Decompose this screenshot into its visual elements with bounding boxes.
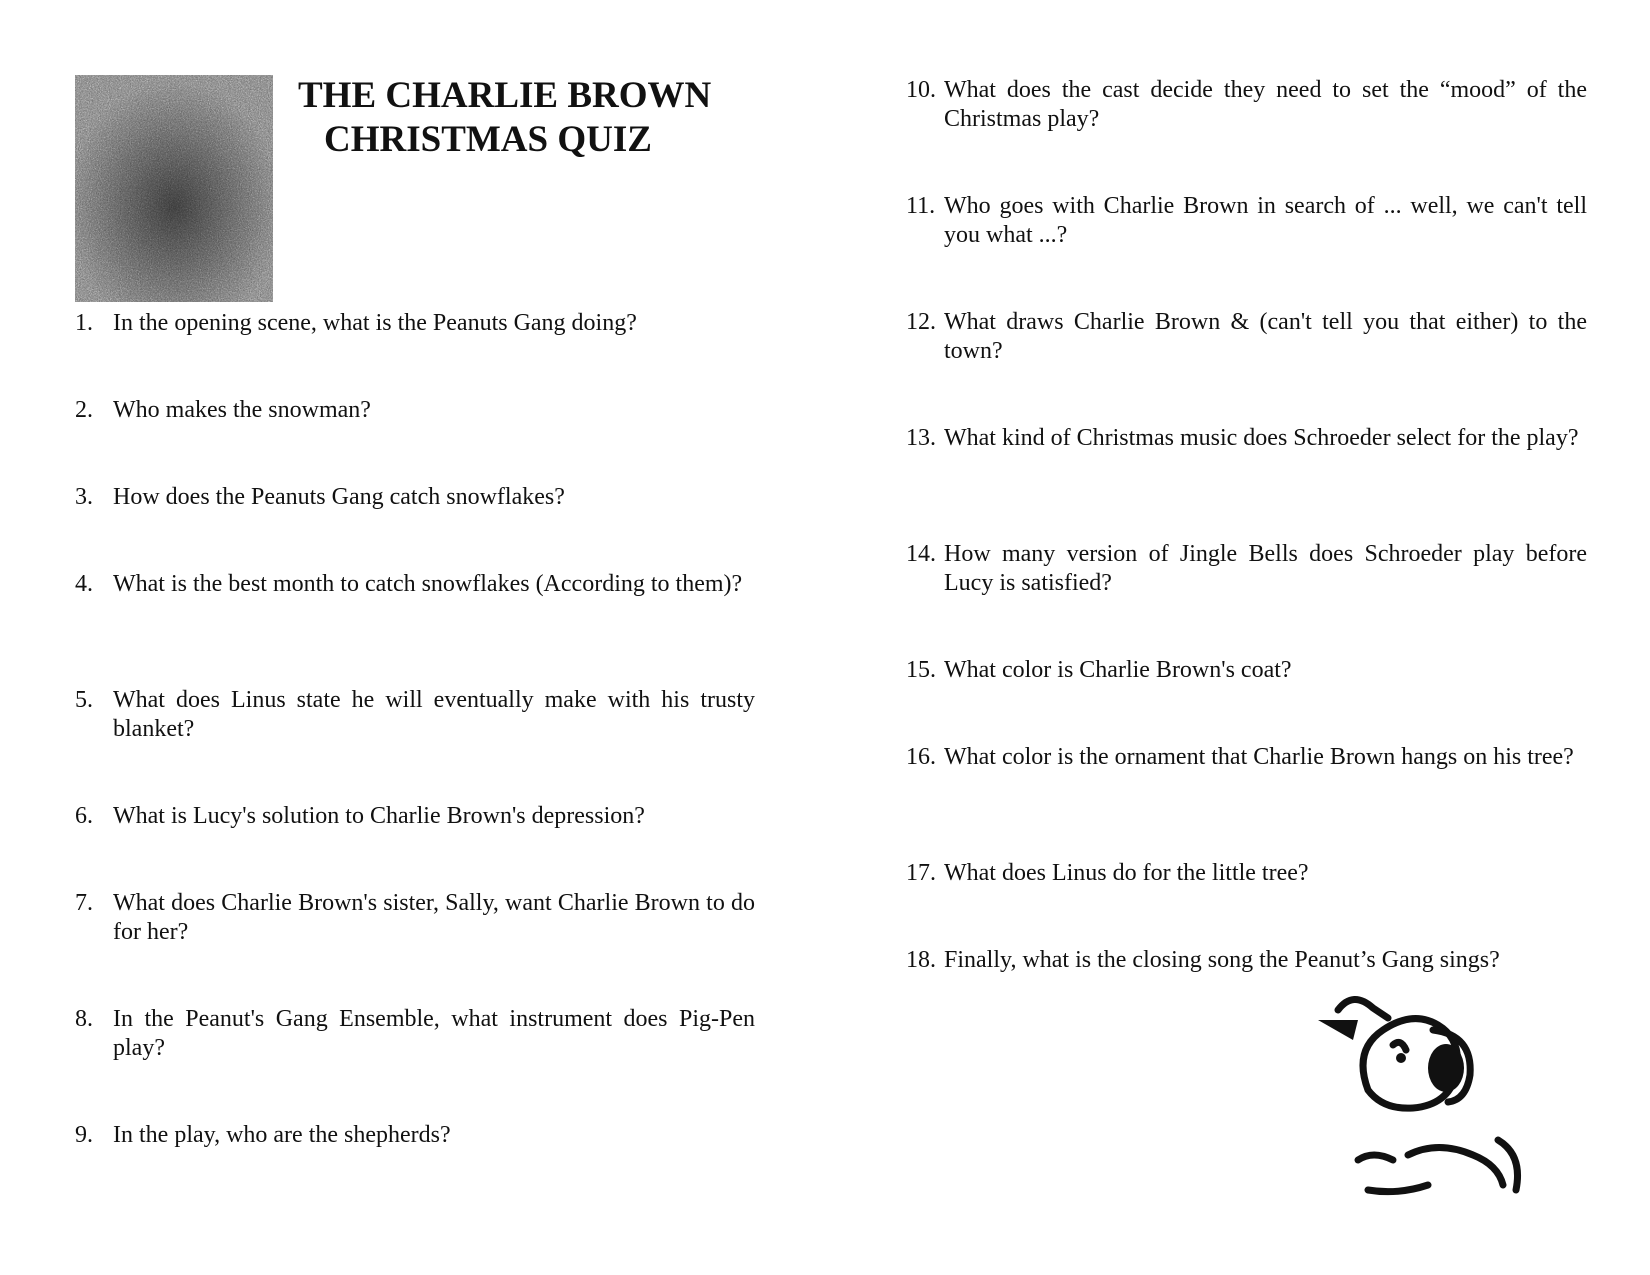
christmas-tree-photo <box>75 75 273 302</box>
question-number: 12. <box>906 309 936 335</box>
question-number: 11. <box>906 193 936 219</box>
question-text: Finally, what is the closing song the Peanut’s Gang sings? <box>944 947 1500 973</box>
question-number: 9. <box>75 1122 93 1148</box>
snoopy-arm-outline <box>1358 1155 1393 1160</box>
snoopy-body-outline <box>1408 1148 1503 1186</box>
title-line-1: THE CHARLIE BROWN <box>298 75 712 116</box>
snoopy-ear-fill <box>1428 1044 1464 1092</box>
question-number: 7. <box>75 890 93 916</box>
question-number: 13. <box>906 425 936 451</box>
snoopy-hat-fill <box>1318 1020 1358 1040</box>
question-text: What color is the ornament that Charlie Brown hangs on his tree? <box>944 744 1574 770</box>
question-text: What is the best month to catch snowflakes (According to them)? <box>113 571 743 597</box>
snoopy-hat-outline <box>1338 999 1388 1018</box>
quiz-title <box>290 74 740 162</box>
snoopy-eye-dot <box>1396 1053 1406 1063</box>
question-text: What color is Charlie Brown's coat? <box>944 657 1292 683</box>
question-9 <box>75 1121 755 1150</box>
question-text: What does Linus state he will eventually make with his trusty blanket? <box>113 687 755 742</box>
photo-noise-graphic <box>75 75 273 302</box>
question-text: What does Linus do for the little tree? <box>944 860 1309 886</box>
question-13 <box>906 424 1587 453</box>
question-text: In the play, who are the shepherds? <box>113 1122 451 1148</box>
question-text: How many version of Jingle Bells does Schroeder play before Lucy is satisfied? <box>944 541 1587 596</box>
question-text: What does Charlie Brown's sister, Sally, want Charlie Brown to do for her? <box>113 890 755 945</box>
question-number: 6. <box>75 803 93 829</box>
question-14 <box>906 540 1587 598</box>
snoopy-foot-outline <box>1368 1185 1428 1192</box>
question-7 <box>75 889 755 947</box>
question-16 <box>906 743 1587 772</box>
question-number: 3. <box>75 484 93 510</box>
question-2 <box>75 396 755 425</box>
question-number: 16. <box>906 744 936 770</box>
question-number: 17. <box>906 860 936 886</box>
question-text: What does the cast decide they need to set the “mood” of the Christmas play? <box>944 77 1587 132</box>
question-1 <box>75 309 755 338</box>
question-18 <box>906 946 1587 975</box>
question-number: 14. <box>906 541 936 567</box>
snoopy-illustration <box>1298 990 1538 1205</box>
question-17 <box>906 859 1587 888</box>
question-text: How does the Peanuts Gang catch snowflakes? <box>113 484 565 510</box>
question-text: Who makes the snowman? <box>113 397 371 423</box>
question-3 <box>75 483 755 512</box>
question-text: Who goes with Charlie Brown in search of ... well, we can't tell you what ...? <box>944 193 1587 248</box>
question-12 <box>906 308 1587 366</box>
snoopy-eye-outline <box>1393 1042 1406 1050</box>
question-number: 1. <box>75 310 93 336</box>
question-11 <box>906 192 1587 250</box>
question-text: In the Peanut's Gang Ensemble, what instrument does Pig-Pen play? <box>113 1006 755 1061</box>
question-number: 4. <box>75 571 93 597</box>
question-number: 10. <box>906 77 936 103</box>
question-number: 2. <box>75 397 93 423</box>
question-4 <box>75 570 755 599</box>
question-10 <box>906 76 1587 134</box>
question-text: What kind of Christmas music does Schroeder select for the play? <box>944 425 1579 451</box>
title-line-2: CHRISTMAS QUIZ <box>324 119 652 160</box>
question-5 <box>75 686 755 744</box>
question-8 <box>75 1005 755 1063</box>
question-number: 18. <box>906 947 936 973</box>
question-number: 8. <box>75 1006 93 1032</box>
question-6 <box>75 802 755 831</box>
question-text: In the opening scene, what is the Peanuts Gang doing? <box>113 310 637 336</box>
question-15 <box>906 656 1587 685</box>
question-number: 15. <box>906 657 936 683</box>
question-text: What draws Charlie Brown & (can't tell you that either) to the town? <box>944 309 1587 364</box>
question-number: 5. <box>75 687 93 713</box>
question-text: What is Lucy's solution to Charlie Brown's depression? <box>113 803 645 829</box>
